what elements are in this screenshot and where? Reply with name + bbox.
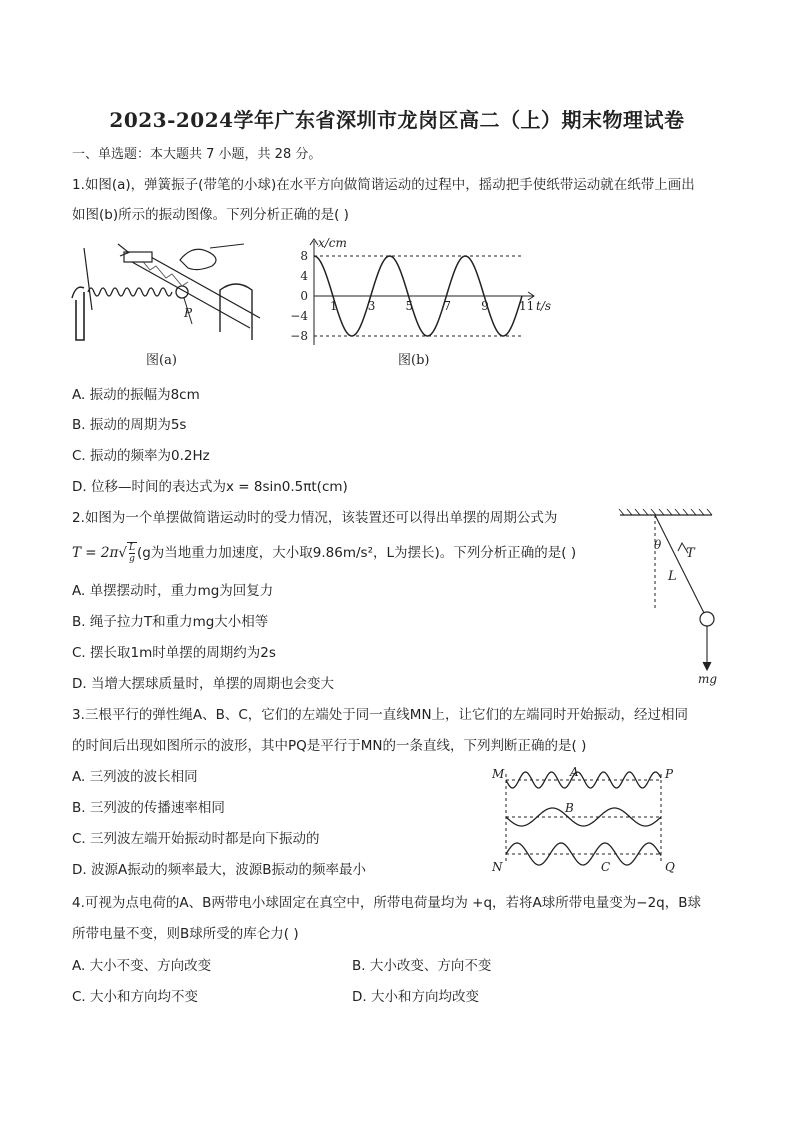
q2-formula-fraction (127, 542, 137, 564)
q2-option-a[interactable]: A. 单摆摆动时，重力mg为回复力 (72, 583, 274, 599)
chart-x-tick-label: 11 (519, 299, 535, 313)
chart-x-tick-label: 3 (367, 299, 376, 313)
q3-option-d[interactable]: D. 波源A振动的频率最大，波源B振动的频率最小 (72, 862, 366, 878)
exam-title: 2023-2024学年广东省深圳市龙岗区高二（上）期末物理试卷 (109, 108, 685, 132)
q2-stem-line2 (72, 542, 576, 564)
q2-fig-label-mg: mg (698, 672, 718, 686)
q1-figure-a-label-p: P (184, 306, 193, 320)
q2-pendulum-figure (612, 505, 722, 690)
q2-stem-line1: 2.如图为一个单摆做简谐运动时的受力情况，该装置还可以得出单摆的周期公式为 (72, 510, 558, 526)
q2-formula-lhs: T = 2π (72, 545, 119, 561)
q1-option-c[interactable]: C. 振动的频率为0.2Hz (72, 448, 210, 464)
q2-stem-line2-text: (g为当地重力加速度，大小取9.86m/s²，L为摆长)。下列分析正确的是( ) (136, 545, 577, 561)
q3-label-a: A (570, 765, 579, 779)
chart-y-tick-label: 4 (300, 269, 308, 283)
chart-y-tick-label: 8 (300, 249, 308, 263)
chart-x-tick-label: 9 (481, 299, 489, 313)
chart-y-axis-label: x/cm (318, 236, 347, 250)
q3-label-c: C (601, 860, 611, 874)
q2-option-c[interactable]: C. 摆长取1m时单摆的周期约为2s (72, 645, 276, 661)
q1-figure-b-caption: 图(b) (398, 353, 430, 368)
chart-y-tick-label: −8 (290, 329, 308, 343)
q3-label-b: B (565, 801, 574, 815)
q1-figure-a (70, 240, 265, 345)
sqrt-symbol: √ (118, 545, 127, 561)
q1-stem-line1: 1.如图(a)，弹簧振子(带笔的小球)在水平方向做简谐运动的过程中，摇动把手使纸带运动就在纸带上画出 (72, 177, 695, 193)
q1-stem-line2: 如图(b)所示的振动图像。下列分析正确的是( ) (72, 207, 349, 223)
q1-option-b[interactable]: B. 振动的周期为5s (72, 417, 187, 433)
q1-option-a[interactable]: A. 振动的振幅为8cm (72, 387, 200, 403)
chart-x-tick-label: 1 (329, 299, 338, 313)
q4-option-d[interactable]: D. 大小和方向均改变 (352, 989, 479, 1005)
q3-label-m: M (492, 767, 505, 781)
section-heading: 一、单选题：本大题共 7 小题，共 28 分。 (72, 147, 322, 162)
q3-stem-line2: 的时间后出现如图所示的波形，其中PQ是平行于MN的一条直线，下列判断正确的是( ) (72, 738, 587, 754)
q2-formula-numerator: L (128, 543, 135, 553)
q4-stem-line2: 所带电量不变，则B球所受的库仑力( ) (72, 926, 299, 942)
chart-y-tick-label: 0 (300, 289, 308, 303)
q2-fig-label-length: L (668, 569, 677, 584)
q4-option-b[interactable]: B. 大小改变、方向不变 (352, 958, 492, 974)
chart-x-tick-label: 7 (443, 299, 452, 313)
q3-option-a[interactable]: A. 三列波的波长相同 (72, 769, 198, 785)
q2-fig-label-tension: T (686, 546, 695, 561)
chart-y-tick-label: −4 (290, 309, 308, 323)
chart-x-tick-label: 5 (405, 299, 414, 313)
q3-stem-line1: 3.三根平行的弹性绳A、B、C，它们的左端处于同一直线MN上，让它们的左端同时开始振动，经过相同 (72, 707, 689, 723)
q4-stem-line1: 4.可视为点电荷的A、B两带电小球固定在真空中，所带电荷量均为 +q，若将A球所带电量变为−2q，B球 (72, 895, 702, 911)
q3-label-q: Q (665, 860, 675, 874)
q1-figure-b-chart (290, 235, 570, 350)
q3-label-p: P (665, 767, 674, 781)
q3-label-n: N (492, 860, 503, 874)
chart-x-axis-label: t/s (536, 299, 552, 313)
q1-figure-a-caption: 图(a) (146, 353, 177, 368)
q2-fig-label-theta: θ (654, 538, 662, 552)
q2-formula-denominator: g (129, 554, 135, 564)
q4-option-c[interactable]: C. 大小和方向均不变 (72, 989, 199, 1005)
q2-option-b[interactable]: B. 绳子拉力T和重力mg大小相等 (72, 614, 269, 630)
q3-waves-figure (488, 760, 688, 878)
q3-option-c[interactable]: C. 三列波左端开始振动时都是向下振动的 (72, 831, 320, 847)
q2-option-d[interactable]: D. 当增大摆球质量时，单摆的周期也会变大 (72, 676, 334, 692)
q4-option-a[interactable]: A. 大小不变、方向改变 (72, 958, 212, 974)
q1-option-d[interactable]: D. 位移—时间的表达式为x = 8sin0.5πt(cm) (72, 479, 348, 495)
q3-option-b[interactable]: B. 三列波的传播速率相同 (72, 800, 225, 816)
